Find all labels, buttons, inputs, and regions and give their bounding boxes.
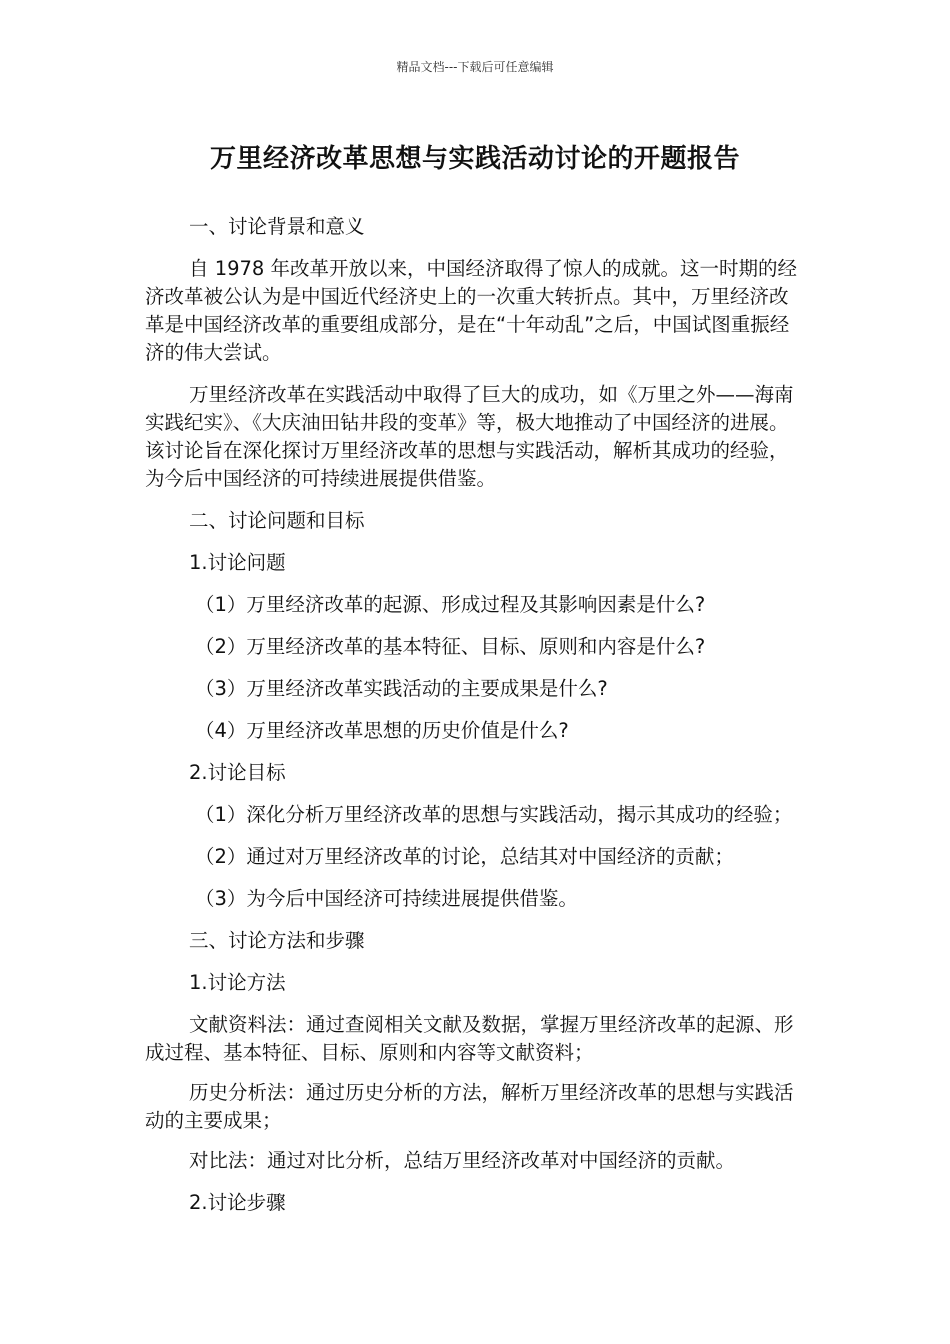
section-heading-questions-goals: 二、讨论问题和目标 (189, 509, 365, 532)
section-heading-background: 一、讨论背景和意义 (189, 215, 365, 238)
question-item: （2）万里经济改革的基本特征、目标、原则和内容是什么? (195, 635, 706, 658)
paragraph-background-2: 万里经济改革在实践活动中取得了巨大的成功，如《万里之外——海南实践纪实》、《大庆油田钻井段的变革》等，极大地推动了中国经济的进展。该讨论旨在深化探讨万里经济改革的思想与实践活动，解析其成功的经验，为今后中国经济的可持续进展提供借鉴。 (145, 383, 794, 490)
subheading-methods: 1.讨论方法 (189, 971, 286, 994)
question-item: （4）万里经济改革思想的历史价值是什么? (195, 719, 569, 742)
subheading-steps: 2.讨论步骤 (189, 1191, 286, 1214)
document-body (145, 213, 805, 1231)
goal-item: （2）通过对万里经济改革的讨论，总结其对中国经济的贡献； (195, 845, 734, 868)
document-title: 万里经济改革思想与实践活动讨论的开题报告 (209, 144, 740, 174)
section-heading-methods: 三、讨论方法和步骤 (189, 929, 365, 952)
method-literature: 文献资料法：通过查阅相关文献及数据，掌握万里经济改革的起源、形成过程、基本特征、目标、原则和内容等文献资料； (145, 1013, 794, 1064)
subheading-questions: 1.讨论问题 (189, 551, 286, 574)
method-historical: 历史分析法：通过历史分析的方法，解析万里经济改革的思想与实践活动的主要成果； (145, 1081, 794, 1132)
header-note: 精品文档---下载后可任意编辑 (396, 60, 554, 74)
goal-item: （1）深化分析万里经济改革的思想与实践活动，揭示其成功的经验； (195, 803, 793, 826)
paragraph-background-1: 自 1978 年改革开放以来，中国经济取得了惊人的成就。这一时期的经济改革被公认为是中国近代经济史上的一次重大转折点。其中，万里经济改革是中国经济改革的重要组成部分，是在“十年动乱”之后，中国试图重振经济的伟大尝试。 (145, 257, 798, 364)
question-item: （1）万里经济改革的起源、形成过程及其影响因素是什么? (195, 593, 706, 616)
method-comparison: 对比法：通过对比分析，总结万里经济改革对中国经济的贡献。 (189, 1149, 736, 1172)
goal-item: （3）为今后中国经济可持续进展提供借鉴。 (195, 887, 578, 910)
subheading-goals: 2.讨论目标 (189, 761, 286, 784)
question-item: （3）万里经济改革实践活动的主要成果是什么? (195, 677, 608, 700)
